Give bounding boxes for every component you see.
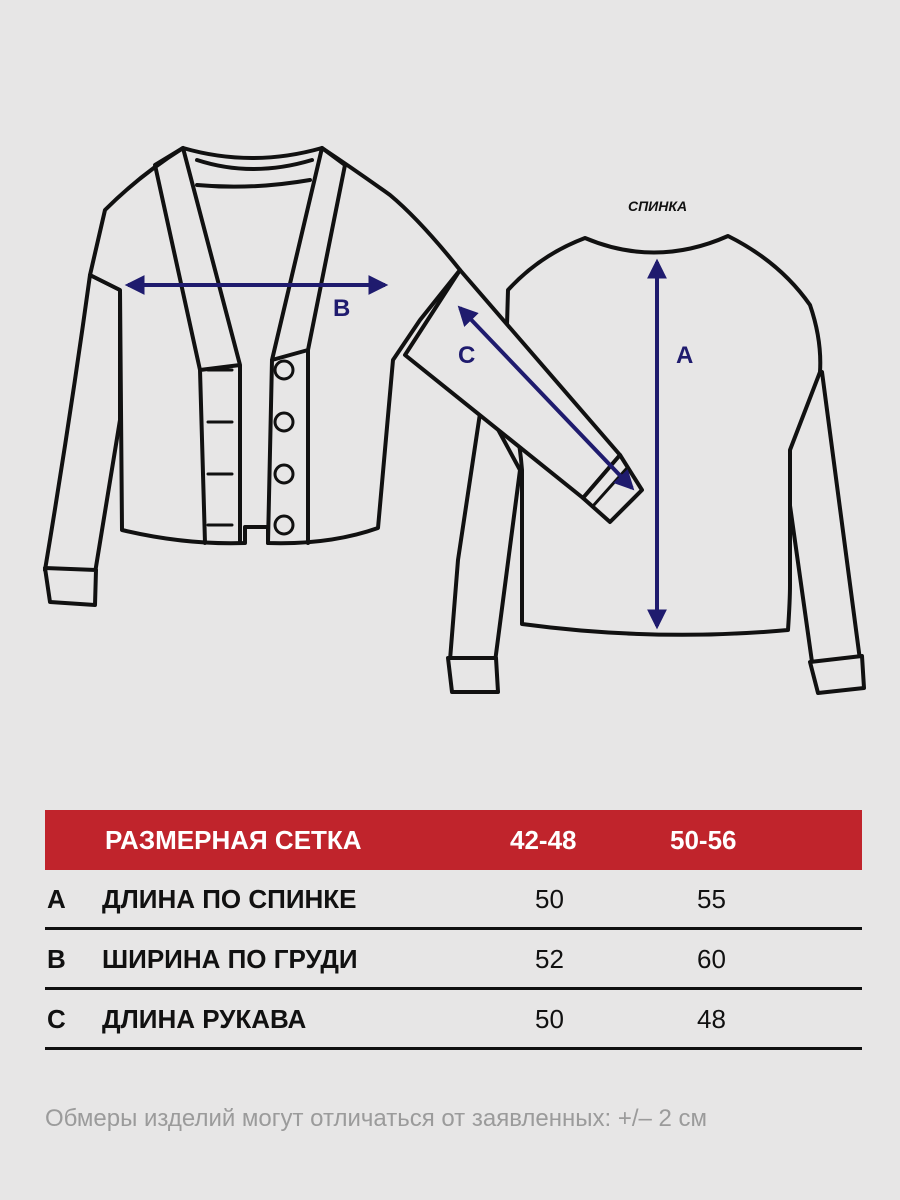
measure-label-a: A	[676, 342, 694, 369]
row-value-2: 60	[697, 944, 726, 974]
row-value-1: 50	[535, 1004, 564, 1034]
back-right-cuff	[810, 656, 864, 693]
table-row	[45, 870, 862, 930]
back-view-label: СПИНКА	[628, 198, 688, 214]
measure-label-c: C	[458, 342, 476, 369]
size-table	[45, 810, 862, 1050]
row-label: ДЛИНА ПО СПИНКЕ	[102, 884, 357, 914]
row-value-1: 52	[535, 944, 564, 974]
row-letter: A	[47, 884, 66, 914]
row-label: ДЛИНА РУКАВА	[102, 1004, 307, 1034]
measure-label-b: B	[333, 295, 351, 322]
row-value-2: 55	[697, 884, 726, 914]
size-column-2: 50-56	[670, 825, 737, 855]
row-value-1: 50	[535, 884, 564, 914]
row-value-2: 48	[697, 1004, 726, 1034]
front-left-cuff	[45, 568, 96, 605]
disclaimer-text: Обмеры изделий могут отличаться от заявленных: +/– 2 см	[45, 1105, 708, 1132]
row-letter: B	[47, 944, 66, 974]
table-row	[45, 930, 862, 990]
size-column-1: 42-48	[510, 825, 577, 855]
back-left-cuff	[448, 658, 498, 692]
row-label: ШИРИНА ПО ГРУДИ	[102, 944, 358, 974]
table-title: РАЗМЕРНАЯ СЕТКА	[105, 825, 362, 855]
table-header	[45, 810, 862, 870]
front-left-sleeve	[45, 275, 120, 573]
row-letter: C	[47, 1004, 66, 1034]
table-row	[45, 990, 862, 1050]
